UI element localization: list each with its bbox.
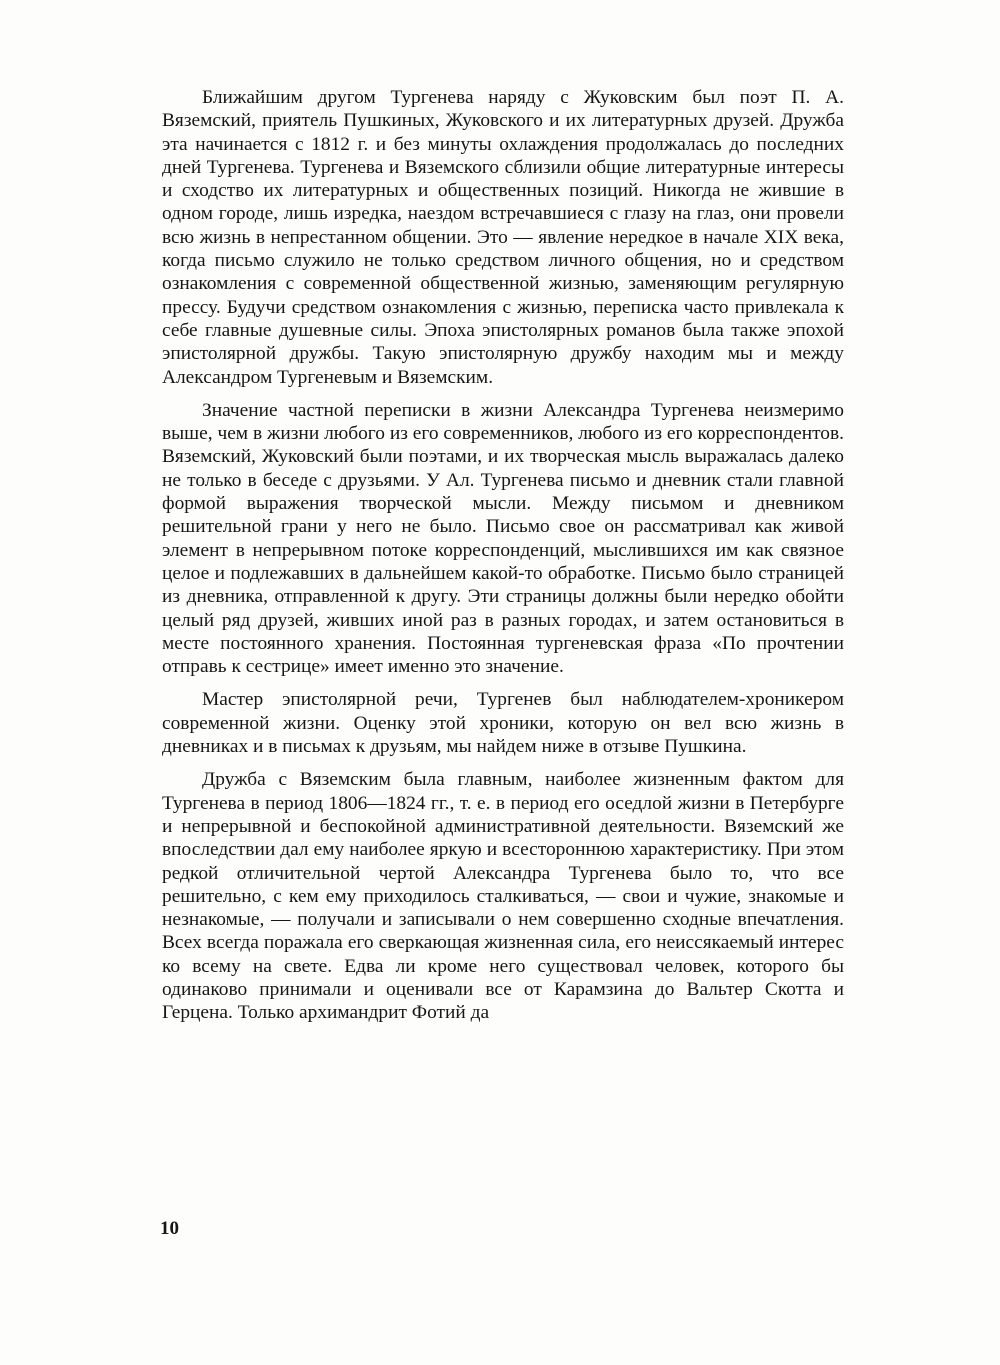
body-text: [162, 86, 844, 1025]
paragraph-3: Мастер эпистолярной речи, Тургенев был наблюдателем-хроникером современной жизни. Оценку этой хроники, которую он вел всю жизнь в дневниках и в письмах к друзьям, мы найдем ниже в отзыве Пушкина.: [162, 689, 844, 758]
paragraph-2: Значение частной переписки в жизни Александра Тургенева неизмеримо выше, чем в жизни любого из его современников, любого из его корреспондентов. Вяземский, Жуковский были поэтами, и их творческая мысль выражалась далеко не только в беседе с друзьями. У Ал. Тургенева письмо и дневник стали главной формой выражения творческой мысли. Между письмом и дневником решительной грани у него не было. Письмо свое он рассматривал как живой элемент в непрерывном потоке корреспонденций, мыслившихся им как связное целое и подлежавших в дальнейшем какой-то обработке. Письмо было страницей из дневника, отправленной к другу. Эти страницы должны были нередко обойти целый ряд друзей, живших иной раз в разных городах, и затем остановиться в месте постоянного хранения. Постоянная тургеневская фраза «По прочтении отправь к сестрице» имеет именно это значение.: [162, 399, 844, 678]
paragraph-4: Дружба с Вяземским была главным, наиболее жизненным фактом для Тургенева в период 1806—1824 гг., т. е. в период его оседлой жизни в Петербурге и непрерывной и беспокойной административной деятельности. Вяземский же впоследствии дал ему наиболее яркую и всестороннюю характеристику. При этом редкой отличительной чертой Александра Тургенева было то, что все решительно, с кем ему приходилось сталкиваться, — свои и чужие, знакомые и незнакомые, — получали и записывали о нем совершенно сходные впечатления. Всех всегда поражала его сверкающая жизненная сила, его неиссякаемый интерес ко всему на свете. Едва ли кроме него существовал человек, которого бы одинаково принимали и оценивали все от Карамзина до Вальтер Скотта и Герцена. Только архимандрит Фотий да: [162, 769, 844, 1024]
paragraph-1: Ближайшим другом Тургенева наряду с Жуковским был поэт П. А. Вяземский, приятель Пушкиных, Жуковского и их литературных друзей. Дружба эта начинается с 1812 г. и без минуты охлаждения продолжалась до последних дней Тургенева. Тургенева и Вяземского сблизили общие литературные интересы и сходство их литературных и общественных позиций. Никогда не жившие в одном городе, лишь изредка, наездом встречавшиеся с глазу на глаз, они провели всю жизнь в непрестанном общении. Это — явление нередкое в начале XIX века, когда письмо служило не только средством личного общения, но и средством ознакомления с современной общественной жизнью, заменяющим регулярную прессу. Будучи средством ознакомления с жизнью, переписка часто привлекала к себе главные душевные силы. Эпоха эпистолярных романов была также эпохой эпистолярной дружбы. Такую эпистолярную дружбу находим мы и между Александром Тургеневым и Вяземским.: [162, 87, 844, 388]
page-number: 10: [160, 1218, 179, 1239]
